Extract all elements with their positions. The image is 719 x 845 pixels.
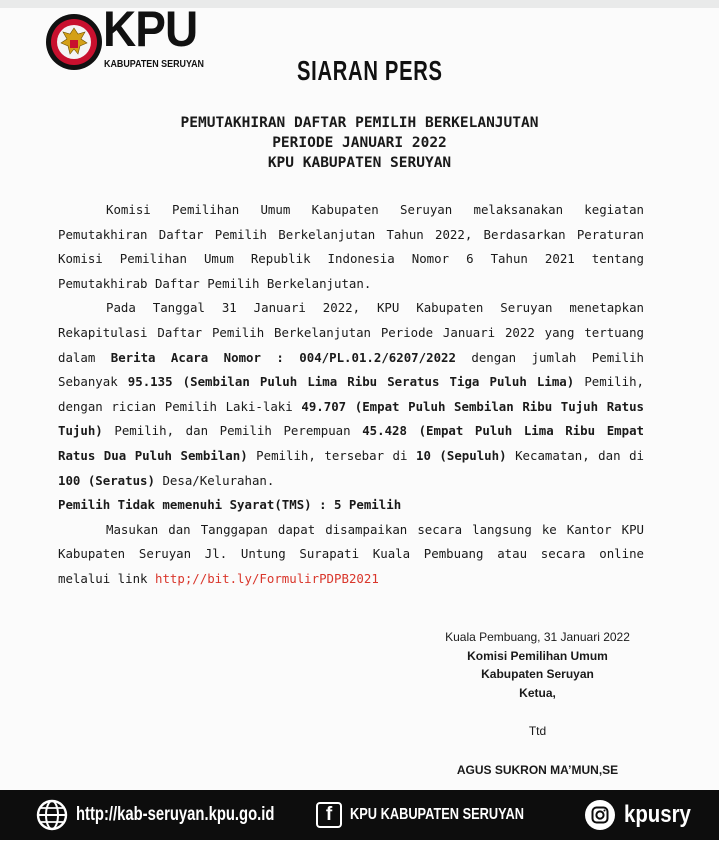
paragraph-1: Komisi Pemilihan Umum Kabupaten Seruyan melaksanakan kegiatan Pemutakhiran Daftar Pemilih Berkelanjutan Tahun 2022, Berdasarkan Peraturan Komisi Pemilihan Umum Republik Indonesia Nomor 6 Tahun 2021 tentang Pemutakhirab Daftar Pemilih Berkelanjutan. [58,202,644,291]
heading-line-1: PEMUTAKHIRAN DAFTAR PEMILIH BERKELANJUTAN [180,115,539,131]
form-link[interactable]: http;//bit.ly/FormulirPDPB2021 [154,570,379,586]
text-span: Kecamatan, dan di [506,447,644,463]
text-span: Pemilih, dan Pemilih Perempuan [102,423,363,439]
text-span: dengan jumlah Pemilih Sebanyak [58,349,644,390]
tms-line [58,493,644,518]
total-voters: 95.135 (Sembilan Puluh Lima Ribu Seratus Tiga Puluh Lima) [127,374,575,390]
text-span: Pada Tanggal 31 Januari 2022, KPU Kabupaten Seruyan menetapkan Rekapitulasi Daftar Pemilih Berkelanjutan Periode Januari 2022 yang tertuang dalam [58,300,644,365]
footer-bar [0,790,719,840]
signature-org-2: Kabupaten Seruyan [481,667,594,681]
website-url: http://kab-seruyan.kpu.go.id [76,804,275,825]
facebook-icon: f [316,802,342,828]
logo-subtitle: KABUPATEN SERUYAN [104,58,205,70]
paragraph-3 [58,518,644,592]
instagram-icon [584,799,616,831]
document-heading [0,113,719,173]
document-type: SIARAN PERS [297,55,443,86]
heading-line-3: KPU KABUPATEN SERUYAN [267,155,452,171]
place-date: Kuala Pembuang, 31 Januari 2022 [445,630,630,644]
district-count: 10 (Sepuluh) [415,447,507,463]
berita-acara-number: Berita Acara Nomor : 004/PL.01.2/6207/2022 [110,349,456,365]
document-body [58,198,644,592]
footer-facebook[interactable] [316,790,568,840]
signature-ttd: Ttd [528,724,547,738]
heading-line-2: PERIODE JANUARI 2022 [272,135,447,151]
text-span: Pemilih, tersebar di [247,447,416,463]
female-voters: 45.428 (Empat Puluh Lima Ribu Empat Ratus Dua Puluh Sembilan) [58,423,645,463]
text-span: Masukan dan Tanggapan dapat disampaikan secara langsung ke Kantor KPU Kabupaten Seruyan Jl. Untung Surapati Kuala Pembuang atau secara online melalui link [58,521,644,586]
text-span: Pemilih, dengan rician Pemilih Laki-laki [58,374,645,414]
village-count: 100 (Seratus) [58,472,155,488]
footer-website[interactable] [36,790,330,840]
kpu-logo-icon [45,10,103,74]
signature-org-1: Komisi Pemilihan Umum [467,648,608,663]
instagram-handle: kpusry [624,801,691,828]
signature-block [420,628,655,779]
bottom-strip [0,840,719,845]
signature-role: Ketua, [519,685,556,700]
signatory-name: AGUS SUKRON MA’MUN,SE [456,762,619,777]
globe-icon [36,799,68,831]
text-span: Desa/Kelurahan. [154,472,275,488]
paragraph-2 [58,296,644,493]
tms-text: Pemilih Tidak memenuhi Syarat(TMS) : 5 Pemilih [58,497,402,513]
male-voters: 49.707 (Empat Puluh Sembilan Ribu Tujuh Ratus Tujuh) [58,398,644,439]
facebook-name: KPU KABUPATEN SERUYAN [350,806,525,823]
logo-title: KPU [103,1,198,57]
footer-instagram[interactable] [584,790,703,840]
